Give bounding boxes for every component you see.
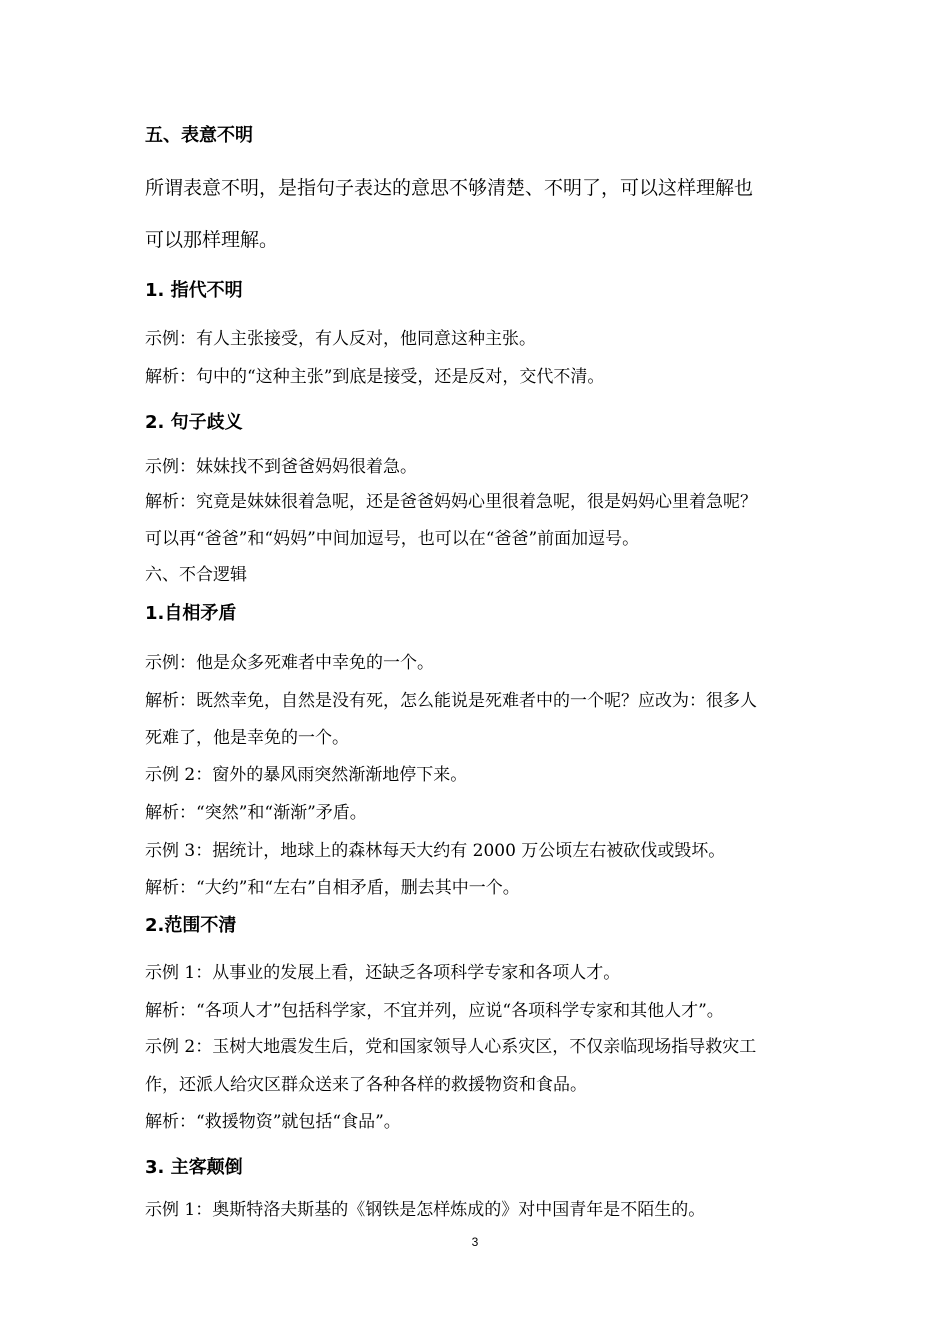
example-line: 示例：妹妹找不到爸爸妈妈很着急。 [145,457,417,477]
analysis-line: 解析：“大约”和“左右”自相矛盾，删去其中一个。 [145,878,520,898]
analysis-line: 解析：既然幸免，自然是没有死，怎么能说是死难者中的一个呢？应改为：很多人 [145,691,757,711]
analysis-line: 解析：“各项人才”包括科学家，不宜并列，应说“各项科学专家和其他人才”。 [145,1001,724,1021]
example-line: 作，还派人给灾区群众送来了各种各样的救援物资和食品。 [145,1075,587,1095]
analysis-line: 解析：究竟是妹妹很着急呢，还是爸爸妈妈心里很着急呢，很是妈妈心里着急呢？ [145,492,757,512]
intro-paragraph-line: 所谓表意不明，是指句子表达的意思不够清楚、不明了，可以这样理解也 [145,177,754,199]
subheading: 2. 句子歧义 [145,412,243,433]
example-line: 示例：有人主张接受，有人反对，他同意这种主张。 [145,329,536,349]
example-line: 示例：他是众多死难者中幸免的一个。 [145,653,434,673]
section-heading-6: 六、不合逻辑 [145,565,247,585]
subheading: 1.自相矛盾 [145,603,237,624]
analysis-line: 解析：句中的“这种主张”到底是接受，还是反对，交代不清。 [145,367,605,387]
intro-paragraph-line: 可以那样理解。 [145,229,279,251]
analysis-line: 可以再“爸爸”和“妈妈”中间加逗号，也可以在“爸爸”前面加逗号。 [145,529,640,549]
analysis-line: 解析：“突然”和“渐渐”矛盾。 [145,803,367,823]
example-line: 示例 1：奥斯特洛夫斯基的《钢铁是怎样炼成的》对中国青年是不陌生的。 [145,1200,706,1220]
subheading: 3. 主客颠倒 [145,1157,243,1178]
section-heading-5: 五、表意不明 [145,125,253,146]
analysis-line: 解析：“救援物资”就包括“食品”。 [145,1112,401,1132]
example-line: 示例 2：玉树大地震发生后，党和国家领导人心系灾区，不仅亲临现场指导救灾工 [145,1037,757,1057]
example-line: 示例 3：据统计，地球上的森林每天大约有 2000 万公顷左右被砍伐或毁坏。 [145,841,726,861]
subheading: 2.范围不清 [145,915,237,936]
subheading: 1. 指代不明 [145,280,243,301]
example-line: 示例 2：窗外的暴风雨突然渐渐地停下来。 [145,765,468,785]
example-line: 示例 1：从事业的发展上看，还缺乏各项科学专家和各项人才。 [145,963,621,983]
page-number: 3 [471,1235,479,1249]
analysis-line: 死难了，他是幸免的一个。 [145,728,349,748]
